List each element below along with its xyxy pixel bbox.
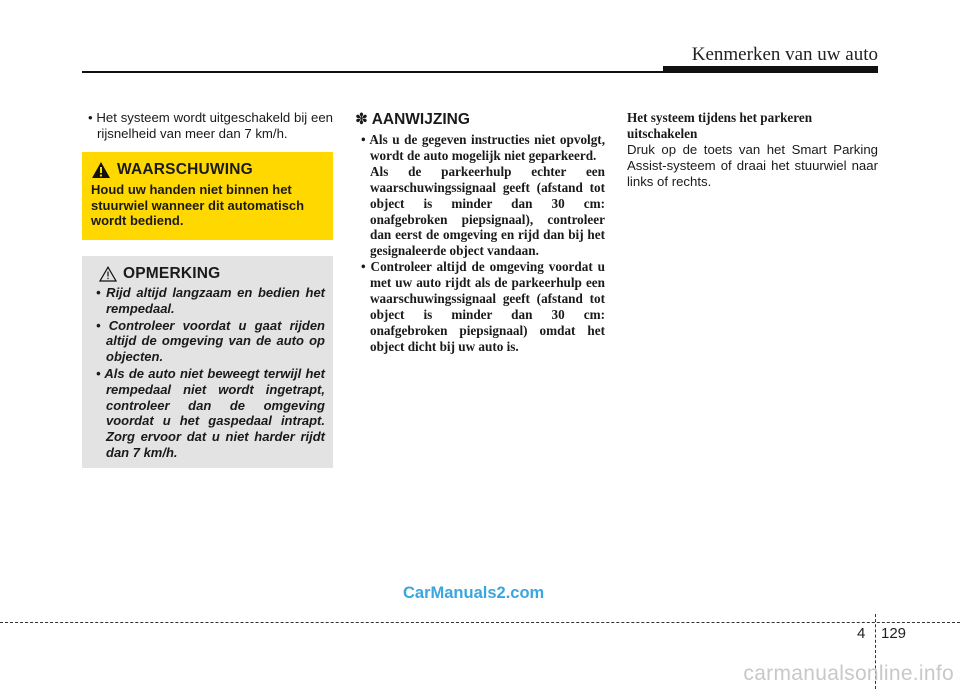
aanwijzing-item-continuation: Als de parkeerhulp echter een waarschuwingssignaal geeft (afstand tot object is minder dan 30 cm: onafgebroken piepsignaal), controleer dan eerst de omgeving en rijd dan bij het gesignaleerde object vandaan. bbox=[370, 163, 605, 259]
column-left bbox=[82, 110, 333, 142]
warning-header bbox=[91, 161, 325, 179]
note-item: • Controleer voordat u gaat rijden altijd de omgeving van de auto op objecten. bbox=[96, 317, 325, 365]
note-item: • Als de auto niet beweegt terwijl het rempedaal niet wordt ingetrapt, controleer dan de omgeving voordat u het gaspedaal intrapt. Zorg ervoor dat u niet harder rijdt dan 7 km/h. bbox=[96, 365, 325, 460]
note-box bbox=[82, 256, 333, 468]
page-header-title: Kenmerken van uw auto bbox=[691, 44, 878, 65]
warning-title: WAARSCHUWING bbox=[117, 161, 253, 178]
speed-bullet: • Het systeem wordt uitgeschakeld bij een rijsnelheid van meer dan 7 km/h. bbox=[88, 110, 333, 141]
note-title: OPMERKING bbox=[123, 265, 221, 282]
warning-text: Houd uw handen niet binnen het stuurwiel wanneer dit automatisch wordt bediend. bbox=[91, 182, 305, 228]
warning-box bbox=[82, 152, 333, 240]
section-heading: Het systeem tijdens het parkeren uitschakelen bbox=[627, 110, 813, 141]
note-list bbox=[91, 285, 325, 461]
aanwijzing-item-text: • Als u de gegeven instructies niet opvolgt, wordt de auto mogelijk niet geparkeerd. bbox=[361, 132, 605, 163]
chapter-number: 4 bbox=[857, 625, 866, 642]
aanwijzing-list bbox=[355, 132, 605, 355]
column-middle bbox=[355, 110, 605, 355]
aanwijzing-item: • Controleer altijd de omgeving voordat u met uw auto rijdt als de parkeerhulp een waarschuwingssignaal geeft (afstand tot object is minder dan 30 cm: onafgebroken piepsignaal) omdat het object dicht bij uw auto is. bbox=[361, 259, 605, 354]
column-right bbox=[627, 110, 878, 190]
note-header bbox=[99, 265, 325, 283]
note-item: • Rijd altijd langzaam en bedien het rempedaal. bbox=[96, 285, 325, 316]
footer-rule bbox=[0, 622, 960, 623]
watermark-link[interactable]: CarManuals2.com bbox=[403, 584, 545, 602]
aanwijzing-title: ✽ AANWIJZING bbox=[355, 111, 470, 128]
footer-brand-watermark: carmanualsonline.info bbox=[743, 662, 954, 685]
page-number: 129 bbox=[881, 625, 907, 642]
warning-triangle-icon bbox=[91, 161, 111, 179]
aanwijzing-item bbox=[355, 132, 605, 259]
section-text: Druk op de toets van het Smart Parking Assist-systeem of draai het stuurwiel naar links of rechts. bbox=[627, 141, 878, 189]
header-rule-accent bbox=[663, 66, 878, 72]
caution-triangle-icon bbox=[99, 266, 117, 282]
